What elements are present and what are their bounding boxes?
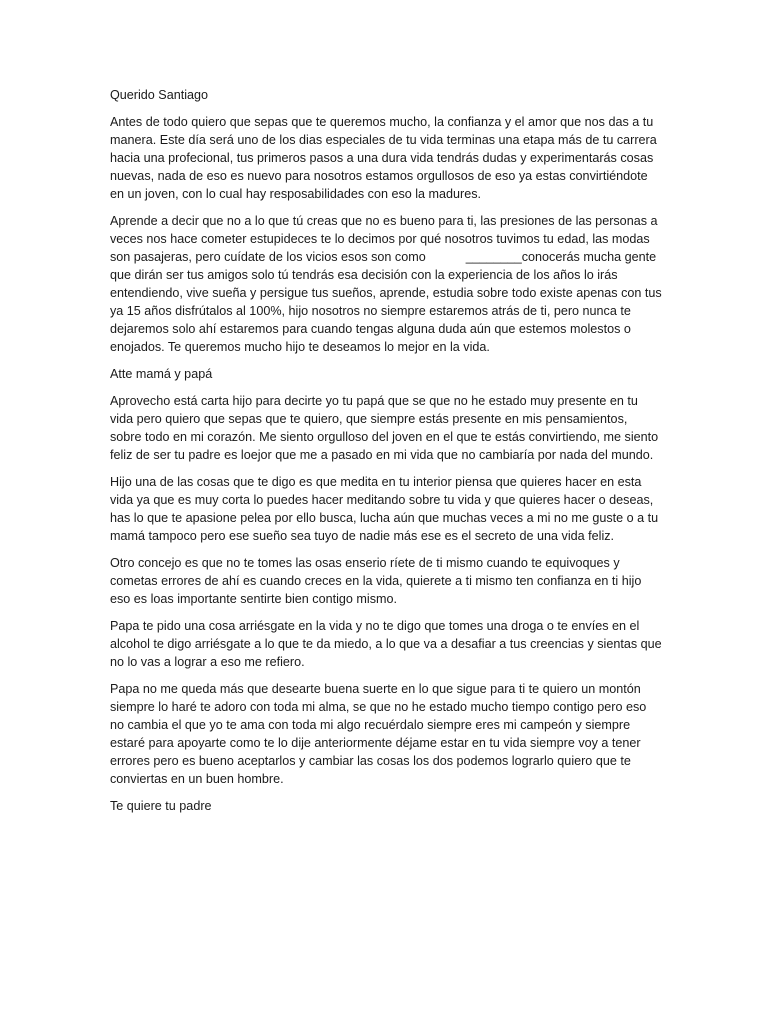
paragraph-2 (110, 212, 662, 356)
paragraph-4: Hijo una de las cosas que te digo es que medita en tu interior piensa que quieres hacer en esta vida ya que es muy corta lo puedes hacer meditando sobre tu vida y que quieres hacer o deseas, has lo que te apasione pelea por ello busca, lucha aún que muchas veces a mi no me guste o a tu mamá tampoco pero ese sueño sea tuyo de nadie más ese es el secreto de una vida feliz. (110, 475, 659, 543)
paragraph-1: Antes de todo quiero que sepas que te queremos mucho, la confianza y el amor que nos das a tu manera. Este día será uno de los dias especiales de tu vida terminas una etapa más de tu carrera hacia una profecional, tus primeros pasos a una dura vida tendrás dudas y experimentarás cosas nuevas, nada de eso es nuevo para nosotros estamos orgullosos de eso ya estas convirtiéndote en un joven, con lo cual hay resposabilidades con eso la madures. (110, 115, 657, 201)
paragraph-6: Papa te pido una cosa arriésgate en la vida y no te digo que tomes una droga o te envíes en el alcohol te digo arriésgate a lo que te da miedo, a lo que va a desafiar a tus creencias y sientas que no lo vas a lograr a eso me refiero. (110, 619, 662, 669)
paragraph-2-part-a: Aprende a decir que no a lo que tú creas que no es bueno para ti, las presiones de las personas a veces nos hace cometer estupideces te lo decimos por qué nosotros tuvimos tu edad, las modas son pasajeras, pero cuídate de los vicios esos son como (110, 214, 658, 264)
paragraph-3: Aprovecho está carta hijo para decirte yo tu papá que se que no he estado muy presente en tu vida pero quiero que sepas que te quiero, que siempre estás presente en mis pensamientos, sobre todo en mi corazón. Me siento orgulloso del joven en el que te estás convirtiendo, me siento feliz de ser tu padre es loejor que me a pasado en mi vida que no cambiaría por nada del mundo. (110, 394, 659, 462)
paragraph-7: Papa no me queda más que desearte buena suerte en lo que sigue para ti te quiero un montón siempre lo haré te adoro con toda mi alma, se que no he estado mucho tiempo contigo pero eso no cambia el que yo te ama con toda mi algo recuérdalo siempre eres mi campeón y siempre estaré para apoyarte como te lo dije anteriormente déjame estar en tu vida siempre voy a tener errores pero es bueno aceptarlos y cambiar las cosas los dos podemos lograrlo quiero que te conviertas en un buen hombre. (110, 682, 647, 786)
signature-father: Te quiere tu padre (110, 799, 212, 813)
letter-greeting: Querido Santiago (110, 88, 209, 102)
paragraph-5: Otro concejo es que no te tomes las osas enserio ríete de ti mismo cuando te equivoques y cometas errores de ahí es cuando creces en la vida, quierete a ti mismo ten confianza en ti hijo eso es loas importante sentirte bien contigo mismo. (110, 556, 642, 606)
paragraph-2-part-b: ________conocerás mucha gente que dirán ser tus amigos solo tú tendrás esa decisión con la experiencia de los años lo irás entendiendo, vive sueña y persigue tus sueños, aprende, estudia sobre todo existe apenas con tus ya 15 años disfrútalos al 100%, hijo nosotros no siempre estaremos atrás de ti, pero nunca te dejaremos solo ahí estaremos para cuando tengas alguna duda aún que estemos molestos o enojados. Te queremos mucho hijo te deseamos lo mejor en la vida. (110, 250, 662, 354)
letter-page (110, 86, 662, 824)
signature-parents: Atte mamá y papá (110, 367, 213, 381)
